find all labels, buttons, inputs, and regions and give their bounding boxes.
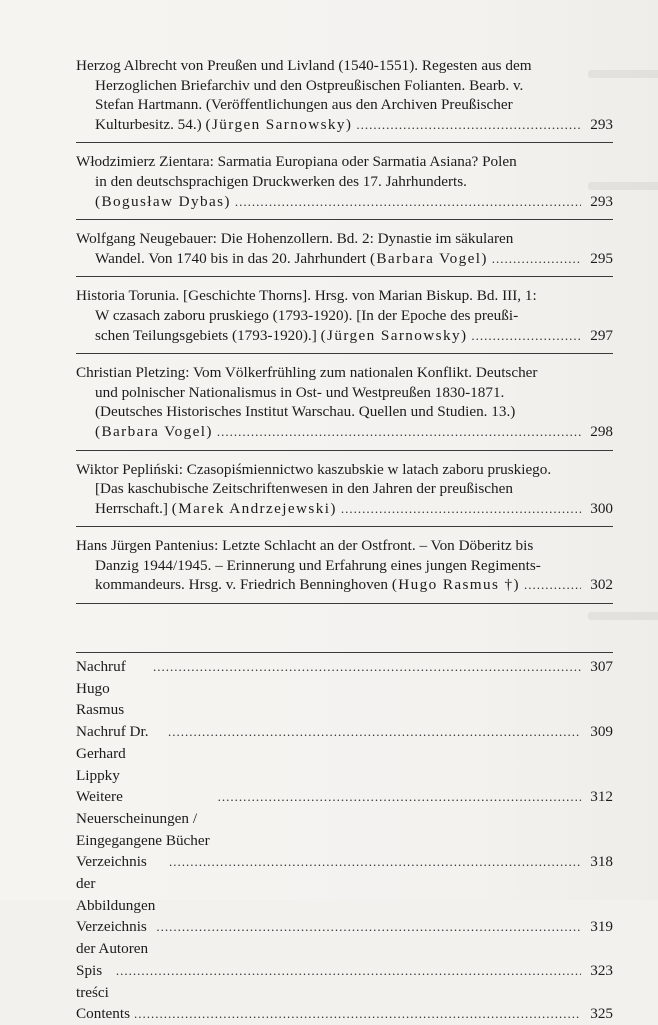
entry-line: Herzog Albrecht von Preußen und Livland (1540-1551). Regesten aus dem bbox=[76, 57, 532, 74]
page-number: 323 bbox=[590, 961, 613, 979]
entry-last-line bbox=[76, 326, 613, 346]
back-matter-label: Spis treści bbox=[76, 961, 109, 1001]
entry-line: (Deutsches Historisches Institut Warschau. Quellen und Studien. 13.) bbox=[95, 403, 516, 421]
entry-line: Włodzimierz Zientara: Sarmatia Europiana oder Sarmatia Asiana? Polen bbox=[76, 153, 517, 171]
back-matter-row bbox=[76, 721, 613, 786]
page-number: 293 bbox=[590, 115, 613, 133]
page-number: 300 bbox=[590, 499, 613, 517]
entry-text: kommandeurs. Hrsg. v. Friedrich Benninghoven (Hugo Rasmus †) bbox=[95, 576, 520, 594]
entry-line: Hans Jürgen Pantenius: Letzte Schlacht an der Ostfront. – Von Döberitz bis bbox=[76, 537, 534, 555]
toc-entry bbox=[76, 229, 613, 277]
toc-entry bbox=[76, 460, 613, 528]
entry-last-line bbox=[76, 499, 613, 519]
back-matter-label: Verzeichnis der Autoren bbox=[76, 918, 149, 958]
leader-dots bbox=[168, 721, 581, 743]
page-number: 302 bbox=[590, 576, 613, 594]
back-matter-row bbox=[76, 851, 613, 916]
toc-review-list bbox=[76, 56, 613, 613]
page-number: 298 bbox=[590, 422, 613, 440]
page-number: 295 bbox=[590, 249, 613, 267]
toc-entry bbox=[76, 536, 613, 604]
back-matter-row bbox=[76, 1003, 613, 1025]
entry-text bbox=[95, 422, 213, 442]
leader-dots bbox=[134, 1003, 581, 1025]
page-number: 309 bbox=[590, 723, 613, 741]
reviewer: (Jürgen Sarnowsky) bbox=[320, 326, 468, 344]
entry-line: W czasach zaboru pruskiego (1793-1920). [In der Epoche des preußi- bbox=[95, 306, 519, 324]
entry-line: Wolfgang Neugebauer: Die Hohenzollern. Bd. 2: Dynastie im säkularen bbox=[76, 230, 514, 248]
leader-dots bbox=[341, 499, 581, 519]
back-matter-row bbox=[76, 656, 613, 721]
entry-line: und polnischer Nationalismus in Ost- und Westpreußen 1830-1871. bbox=[95, 383, 505, 401]
entry-text: Herrschaft.] (Marek Andrzejewski) bbox=[95, 499, 337, 517]
entry-line: Christian Pletzing: Vom Völkerfrühling zum nationalen Konflikt. Deutscher bbox=[76, 364, 538, 382]
page-number: 312 bbox=[590, 788, 613, 806]
back-matter-label: Weitere Neuerscheinungen / Eingegangene Bücher bbox=[76, 788, 210, 849]
back-matter-row bbox=[76, 786, 613, 851]
entry-text: Kulturbesitz. 54.) (Jürgen Sarnowsky) bbox=[95, 115, 353, 133]
reviewer: (Barbara Vogel) bbox=[95, 422, 213, 440]
entry-text: Wandel. Von 1740 bis in das 20. Jahrhundert (Barbara Vogel) bbox=[95, 249, 488, 267]
toc-entry bbox=[76, 56, 613, 143]
leader-dots bbox=[356, 115, 581, 135]
page-number: 325 bbox=[590, 1005, 613, 1023]
leader-dots bbox=[218, 786, 581, 808]
entry-line: Danzig 1944/1945. – Erinnerung und Erfahrung eines jungen Regiments- bbox=[95, 556, 541, 574]
reviewer: (Marek Andrzejewski) bbox=[171, 499, 337, 517]
back-matter-row bbox=[76, 916, 613, 959]
entry-last-line bbox=[76, 575, 613, 595]
entry-line: Historia Torunia. [Geschichte Thorns]. Hrsg. von Marian Biskup. Bd. III, 1: bbox=[76, 287, 537, 305]
page-number: 297 bbox=[590, 326, 613, 344]
entry-last-line bbox=[76, 249, 613, 269]
bleed-through-shadow bbox=[588, 612, 658, 620]
entry-line: Stefan Hartmann. (Veröffentlichungen aus den Archiven Preußischer bbox=[95, 96, 513, 114]
back-matter-row bbox=[76, 960, 613, 1003]
entry-line: [Das kaschubische Zeitschriftenwesen in den Jahren der preußischen bbox=[95, 480, 513, 498]
leader-dots bbox=[471, 326, 581, 346]
page-number: 318 bbox=[590, 853, 613, 871]
entry-text: schen Teilungsgebiets (1793-1920).] (Jürgen Sarnowsky) bbox=[95, 326, 468, 344]
leader-dots bbox=[169, 851, 581, 873]
entry-line: in den deutschsprachigen Druckwerken des 17. Jahrhunderts. bbox=[95, 172, 467, 190]
reviewer: (Bogusław Dybas) bbox=[95, 192, 231, 210]
back-matter-label: Contents bbox=[76, 1005, 131, 1023]
entry-last-line bbox=[76, 422, 613, 442]
reviewer: (Jürgen Sarnowsky) bbox=[205, 115, 353, 133]
leader-dots bbox=[217, 422, 581, 442]
back-matter-label: Nachruf Dr. Gerhard Lippky bbox=[76, 723, 149, 784]
toc-entry bbox=[76, 152, 613, 220]
page-number: 307 bbox=[590, 658, 613, 675]
toc-back-matter bbox=[76, 652, 613, 1025]
leader-dots bbox=[492, 249, 581, 269]
entry-last-line bbox=[76, 192, 613, 212]
leader-dots bbox=[156, 916, 581, 938]
reviewer: (Hugo Rasmus †) bbox=[391, 576, 520, 594]
entry-last-line bbox=[76, 115, 613, 135]
leader-dots bbox=[524, 575, 581, 595]
entry-line: Wiktor Pepliński: Czasopiśmiennictwo kaszubskie w latach zaboru pruskiego. bbox=[76, 460, 552, 478]
toc-entry bbox=[76, 286, 613, 354]
reviewer: (Barbara Vogel) bbox=[369, 249, 488, 267]
leader-dots bbox=[153, 656, 581, 678]
back-matter-label: Nachruf Hugo Rasmus bbox=[76, 658, 126, 719]
entry-text bbox=[95, 192, 231, 212]
leader-dots bbox=[116, 960, 581, 982]
page-number: 319 bbox=[590, 918, 613, 936]
toc-entry bbox=[76, 363, 613, 450]
back-matter-label: Verzeichnis der Abbildungen bbox=[76, 853, 156, 914]
page-number: 293 bbox=[590, 192, 613, 210]
entry-line: Herzoglichen Briefarchiv und den Ostpreußischen Folianten. Bearb. v. bbox=[95, 76, 524, 94]
leader-dots bbox=[235, 192, 581, 212]
